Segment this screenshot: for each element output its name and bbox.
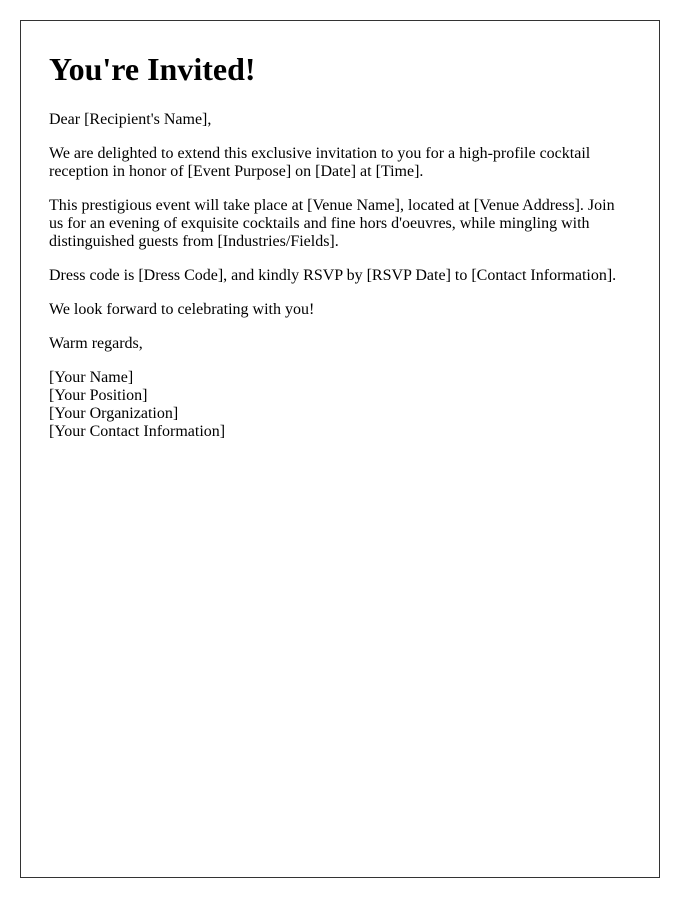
invitation-letter [20,20,660,878]
letter-paragraph-closing-line: We look forward to celebrating with you! [49,301,315,318]
letter-greeting: Dear [Recipient's Name], [49,111,212,128]
signature-name: [Your Name] [49,369,134,386]
signature-organization: [Your Organization] [49,405,179,422]
letter-paragraph-venue: This prestigious event will take place at [Venue Name], located at [Venue Address]. Join us for an evening of exquisite cocktails and fine hors d'oeuvres, while mingling with distinguished guests from [Industries/Fields]. [49,197,615,250]
letter-title: You're Invited! [49,51,256,87]
signature-block [49,369,631,441]
signature-position: [Your Position] [49,387,148,404]
letter-closing: Warm regards, [49,335,143,352]
letter-paragraph-dress-code: Dress code is [Dress Code], and kindly RSVP by [RSVP Date] to [Contact Information]. [49,267,617,284]
signature-contact: [Your Contact Information] [49,423,226,440]
letter-paragraph-intro: We are delighted to extend this exclusive invitation to you for a high-profile cocktail reception in honor of [Event Purpose] on [Date] at [Time]. [49,145,591,180]
